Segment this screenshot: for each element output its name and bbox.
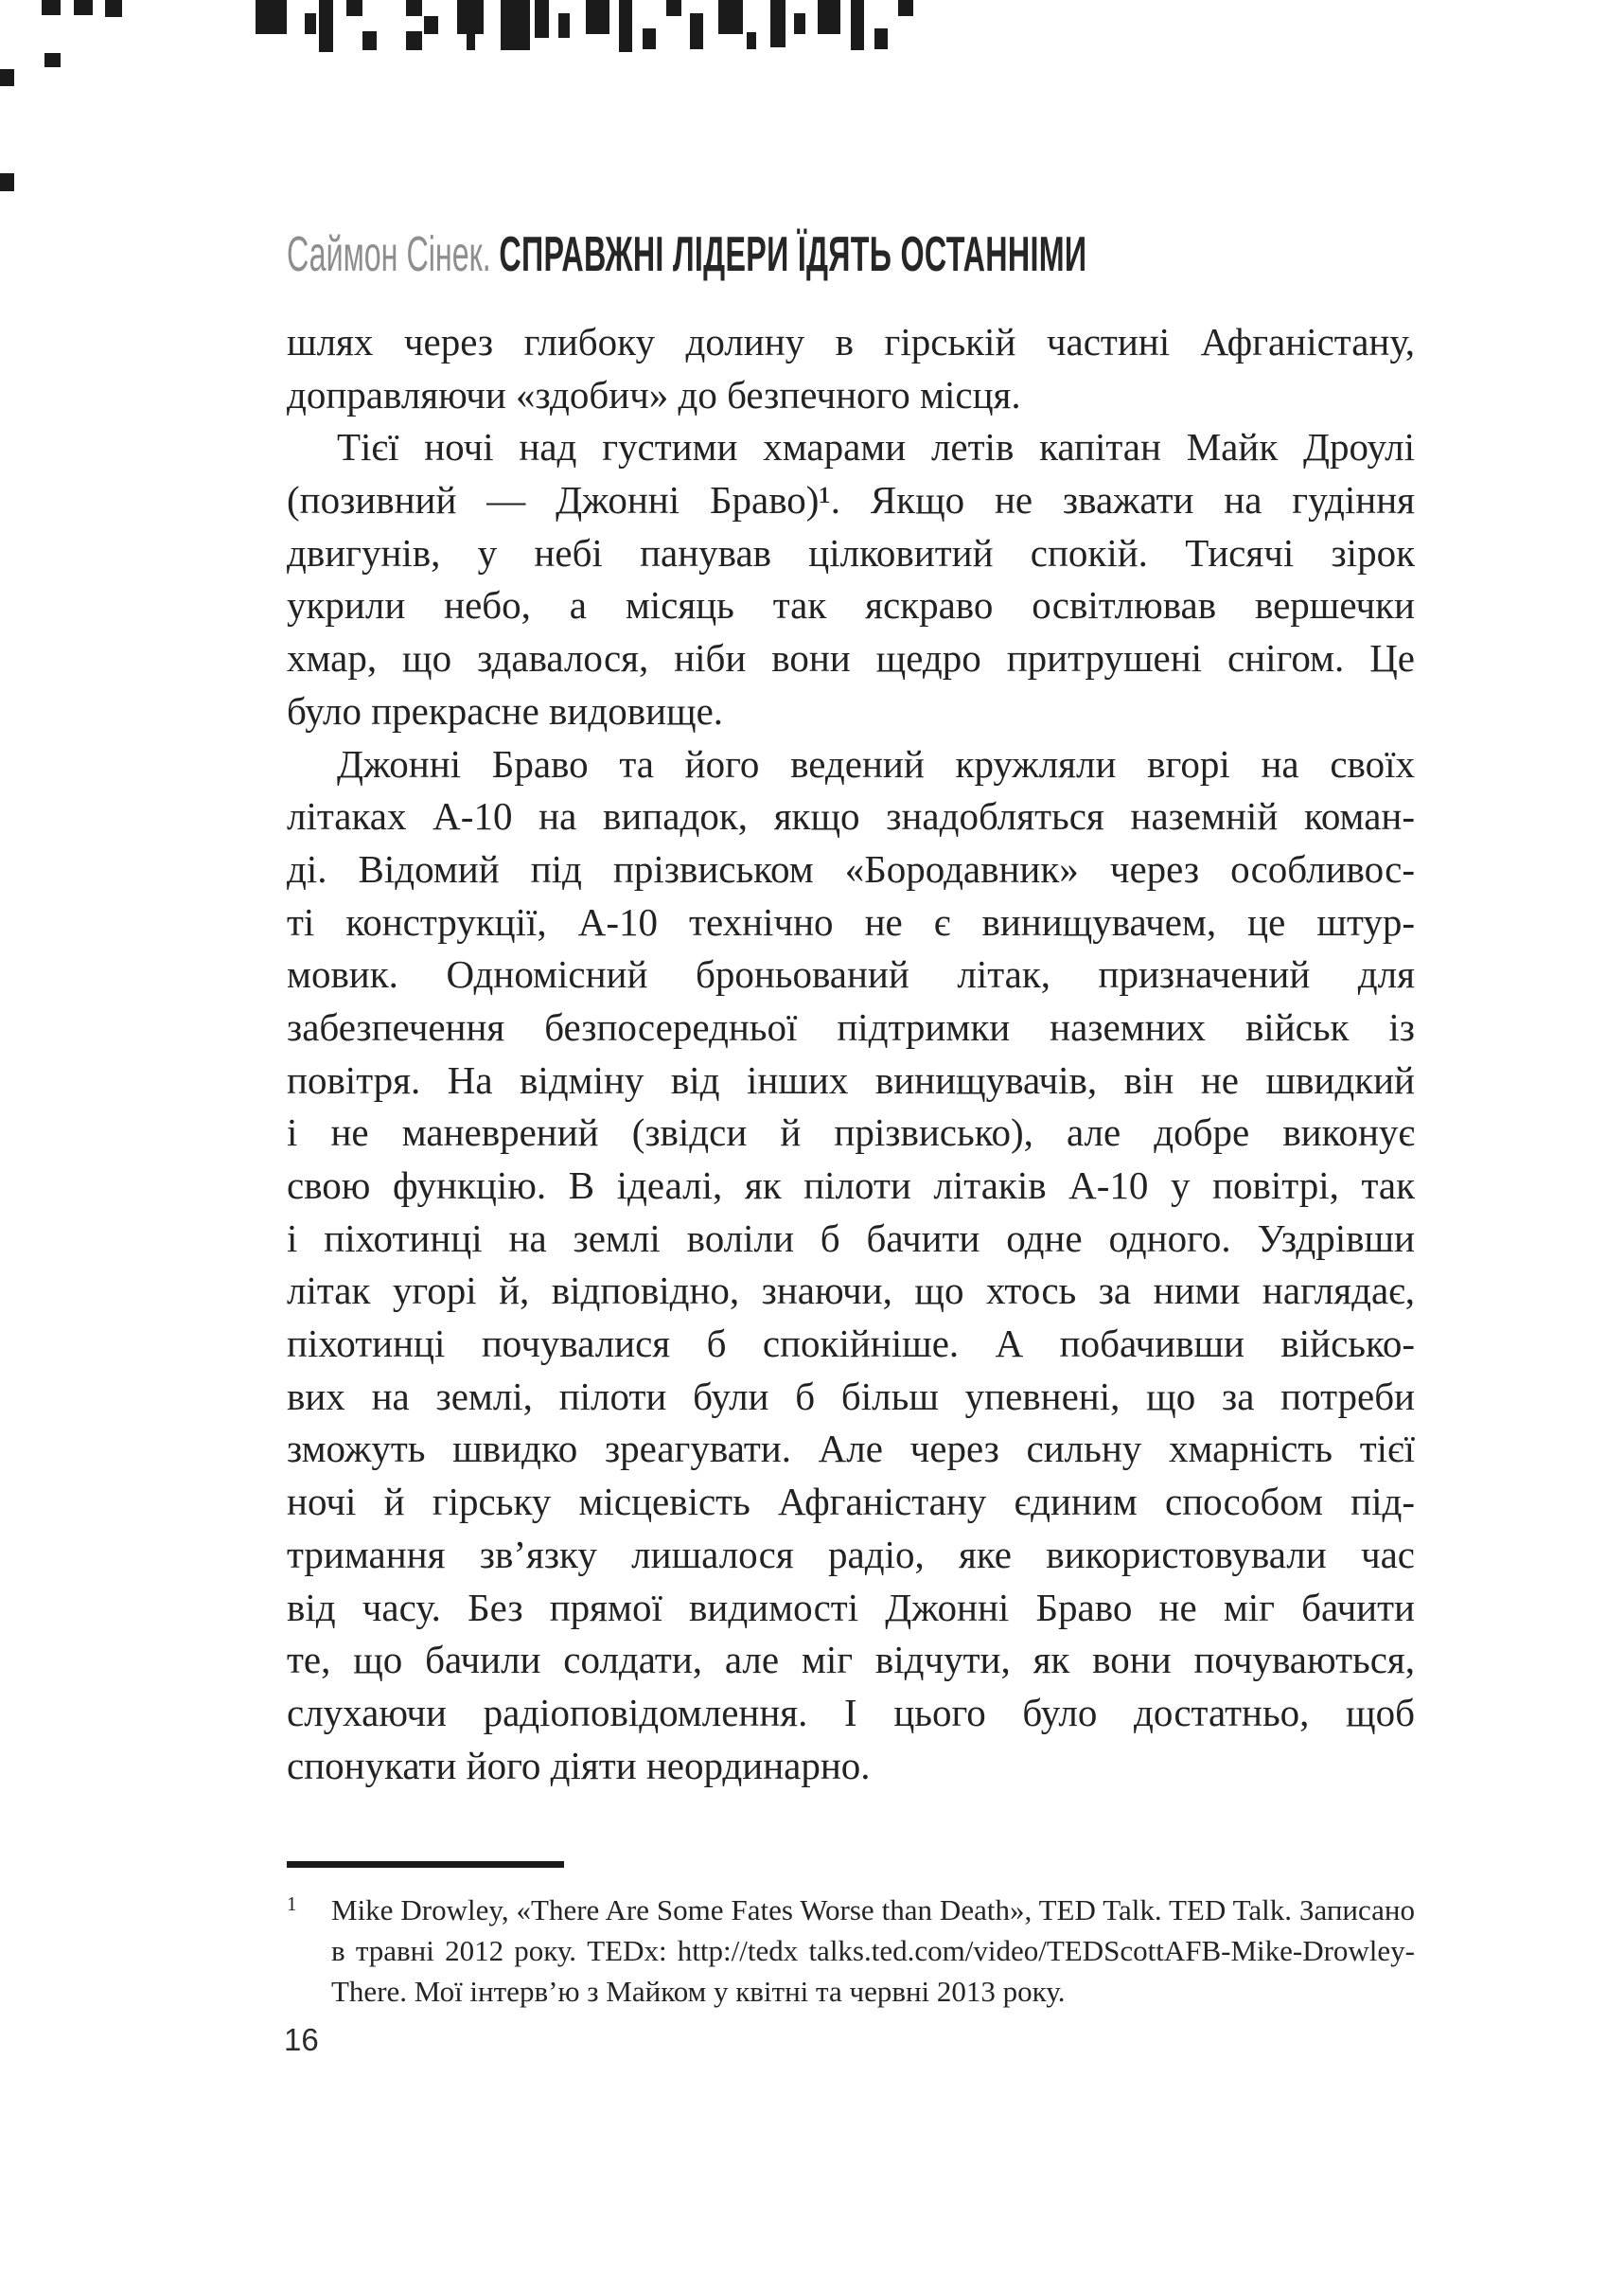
scan-artifact-ink-fragment	[319, 0, 333, 52]
body-text-line: мовик. Одномісний броньований літак, призначений для	[287, 952, 1415, 997]
scan-artifact-ink-fragment	[818, 0, 840, 34]
footnote-line: There. Мої інтерв’ю з Майком у квітні та червні 2013 року.	[331, 1975, 1066, 2008]
body-text-line: укрили небо, а місяць так яскраво освітлював вершечки	[287, 583, 1415, 628]
scan-artifact-ink-fragment	[74, 0, 93, 15]
scan-artifact-ink-fragment	[406, 31, 422, 50]
scan-artifact-ink-fragment	[666, 0, 681, 16]
scan-artifact-ink-fragment	[874, 28, 888, 49]
body-text-line: (позивний — Джонні Браво)¹. Якщо не зважати на гудіння	[287, 478, 1415, 523]
scan-artifact-ink-fragment	[362, 31, 377, 50]
body-text-line: піхотинці почувалися б спокійніше. А побачивши військо-	[287, 1322, 1415, 1366]
body-text-line: було прекрасне видовище.	[287, 688, 724, 733]
footnote-text	[331, 1890, 1415, 2012]
scan-artifact-ink-fragment	[424, 16, 438, 34]
scan-artifact-ink-fragment	[794, 13, 805, 34]
body-text-line: хмар, що здавалося, ніби вони щедро притрушені снігом. Це	[287, 636, 1415, 681]
body-text-line: те, що бачили солдати, але міг відчути, як вони почуваються,	[287, 1638, 1415, 1682]
scan-artifact-ink-fragment	[770, 0, 786, 47]
scan-artifact-ink-fragment	[305, 13, 316, 34]
body-text-line: повітря. На відміну від інших винищувачів, він не швидкий	[287, 1057, 1415, 1102]
running-header-title: СПРАВЖНІ ЛІДЕРИ ЇДЯТЬ ОСТАННІМИ	[499, 227, 1087, 282]
scan-artifact-ink-fragment	[535, 0, 549, 38]
scan-artifact-ink-fragment	[467, 34, 475, 50]
scan-artifact-ink-fragment	[501, 0, 530, 50]
scan-artifact-ink-fragment	[42, 0, 61, 15]
scan-artifact-ink-fragment	[851, 0, 864, 50]
scan-artifact-ink-fragment	[643, 28, 656, 49]
scan-artifact-ink-fragment	[747, 32, 756, 49]
body-text-line: двигунів, у небі панував цілковитий спокій. Тисячі зірок	[287, 530, 1415, 575]
body-text-line: і не маневрений (звідси й прізвисько), але добре виконує	[287, 1110, 1415, 1155]
body-text-line: Тієї ночі над густими хмарами летів капітан Майк Дроулі	[337, 425, 1415, 470]
body-text-line: шлях через глибоку долину в гірській частині Афганістану,	[287, 320, 1415, 364]
scan-artifact-ink-fragment	[346, 0, 362, 16]
footnote-line: Mike Drowley, «There Are Some Fates Worse than Death», TED Talk. TED Talk. Записано	[331, 1893, 1415, 1926]
body-text-line: забезпечення безпосередньої підтримки наземних військ із	[287, 1004, 1415, 1049]
scan-artifact-ink-fragment	[406, 0, 422, 16]
body-text	[287, 316, 1415, 1792]
scan-artifact-ink-fragment	[0, 69, 14, 86]
body-text-line: вих на землі, пілоти були б більш упевнені, що за потреби	[287, 1374, 1415, 1418]
scan-artifact-ink-fragment	[457, 0, 484, 34]
scan-artifact-ink-fragment	[718, 0, 743, 34]
scan-artifact-ink-fragment	[898, 0, 913, 16]
body-text-line: спонукати його діяти неординарно.	[287, 1743, 871, 1787]
body-text-line: і піхотинці на землі воліли б бачити одне одного. Уздрівши	[287, 1216, 1415, 1260]
body-text-line: тримання зв’язку лишалося радіо, яке використовували час	[287, 1532, 1415, 1576]
body-text-line: від часу. Без прямої видимості Джонні Браво не міг бачити	[287, 1585, 1415, 1629]
body-text-line: ті конструкції, А-10 технічно не є винищувачем, це штур-	[287, 899, 1415, 944]
running-header-author: Саймон Сінек.	[287, 227, 491, 282]
scan-artifact-ink-fragment	[105, 0, 122, 17]
footnote-line: в травні 2012 року. TEDx: http://tedx talks.ted.com/video/TEDScottAFB-Mike-Drowley-	[331, 1934, 1415, 1967]
running-header	[287, 227, 1087, 282]
body-text-line: ді. Відомий під прізвиськом «Бородавник» через особливос-	[287, 846, 1415, 891]
body-text-line: ночі й гірську місцевість Афганістану єдиним способом під-	[287, 1480, 1415, 1524]
body-text-line: доправляючи «здобич» до безпечного місця.	[287, 372, 1021, 417]
scan-artifact-ink-fragment	[44, 53, 61, 67]
body-text-line: літак угорі й, відповідно, знаючи, що хтось за ними наглядає,	[287, 1269, 1415, 1313]
page-number: 16	[284, 2022, 319, 2057]
body-text-line: зможуть швидко зреагувати. Але через сильну хмарність тієї	[287, 1427, 1415, 1471]
scan-artifact-ink-fragment	[558, 13, 570, 38]
footnote-rule	[287, 1861, 564, 1868]
scan-artifact-ink-fragment	[586, 0, 609, 34]
body-text-line: слухаючи радіоповідомлення. І цього було достатньо, щоб	[287, 1690, 1415, 1734]
scan-artifact-ink-fragment	[256, 0, 287, 34]
scan-artifact-ink-fragment	[0, 173, 14, 191]
footnote-marker: 1	[287, 1892, 297, 1915]
body-text-line: Джонні Браво та його ведений кружляли вгорі на своїх	[337, 741, 1415, 786]
scan-artifact-ink-fragment	[619, 0, 632, 52]
body-text-line: літаках А-10 на випадок, якщо знадобляться наземній коман-	[287, 794, 1415, 839]
body-text-line: свою функцію. В ідеалі, як пілоти літаків А-10 у повітрі, так	[287, 1163, 1415, 1207]
scan-artifact-ink-fragment	[690, 13, 703, 49]
